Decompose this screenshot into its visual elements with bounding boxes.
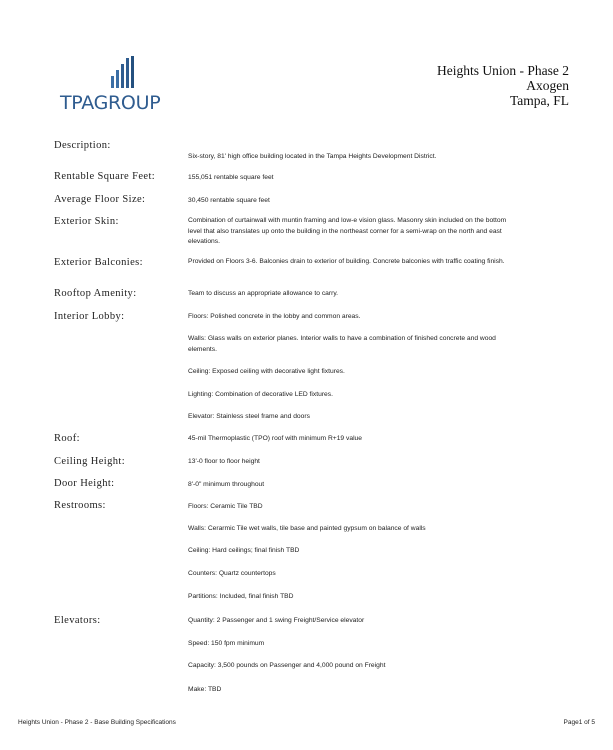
spec-value: Lighting: Combination of decorative LED fixtures. [188,391,333,398]
logo-text: TPAGROUP [60,92,161,114]
spec-label: Average Floor Size: [54,194,146,205]
spec-value: Ceiling: Exposed ceiling with decorative light fixtures. [188,368,345,375]
spec-value: Team to discuss an appropriate allowance to carry. [188,290,339,297]
spec-value: Speed: 150 fpm minimum [188,640,265,647]
spec-value: Walls: Glass walls on exterior planes. Interior walls to have a combination of finished concrete and wood elements. [188,335,496,353]
spec-value: Make: TBD [188,686,222,693]
footer-document-title: Heights Union - Phase 2 - Base Building Specifications [18,719,176,726]
spec-value: Walls: Cerarmic Tile wet walls, tile base and painted gypsum on balance of walls [188,525,426,532]
spec-label: Rooftop Amenity: [54,288,137,299]
spec-label: Restrooms: [54,500,106,511]
spec-value: Combination of curtainwall with muntin framing and low-e vision glass. Masonry skin included on the bottom level that also translates up onto the building in the northeast corner for a semi-wrap on the north and east elevations. [188,217,507,245]
project-name: Heights Union - Phase 2 [437,63,569,78]
spec-label: Exterior Skin: [54,216,119,227]
spec-value: Capacity: 3,500 pounds on Passenger and 4,000 pound on Freight [188,662,386,669]
spec-value: 30,450 rentable square feet [188,197,270,204]
spec-value: Quantity: 2 Passenger and 1 swing Freight/Service elevator [188,617,365,624]
spec-value: 8'-0" minimum throughout [188,481,265,488]
spec-label: Rentable Square Feet: [54,171,156,182]
building-logo-icon [108,56,138,88]
spec-value: 13'-0 floor to floor height [188,458,260,465]
spec-value: Partitions: Included, final finish TBD [188,593,294,600]
spec-value: Elevator: Stainless steel frame and doors [188,413,310,420]
tpa-group-logo [58,56,178,114]
spec-label: Door Height: [54,478,115,489]
project-location: Tampa, FL [509,93,569,108]
spec-value: Floors: Polished concrete in the lobby and common areas. [188,313,361,320]
spec-value: Ceiling: Hard ceilings; final finish TBD [188,547,300,554]
project-header [437,63,569,108]
tenant-name: Axogen [526,78,569,93]
spec-label: Roof: [54,433,80,444]
spec-value: Counters: Quartz countertops [188,570,276,577]
spec-label: Description: [54,140,111,151]
footer-page-number: Page1 of 5 [563,719,595,726]
spec-value: 155,051 rentable square feet [188,174,274,181]
spec-value: Provided on Floors 3-6. Balconies drain to exterior of building. Concrete balconies with traffic coating finish. [188,258,505,265]
spec-value: Six-story, 81' high office building located in the Tampa Heights Development District. [188,153,437,160]
spec-label: Exterior Balconies: [54,257,143,268]
spec-value: 45-mil Thermoplastic (TPO) roof with minimum R+19 value [188,435,362,442]
spec-label: Ceiling Height: [54,456,126,467]
spec-label: Interior Lobby: [54,311,125,322]
spec-label: Elevators: [54,615,101,626]
spec-value: Floors: Ceramic Tile TBD [188,503,263,510]
